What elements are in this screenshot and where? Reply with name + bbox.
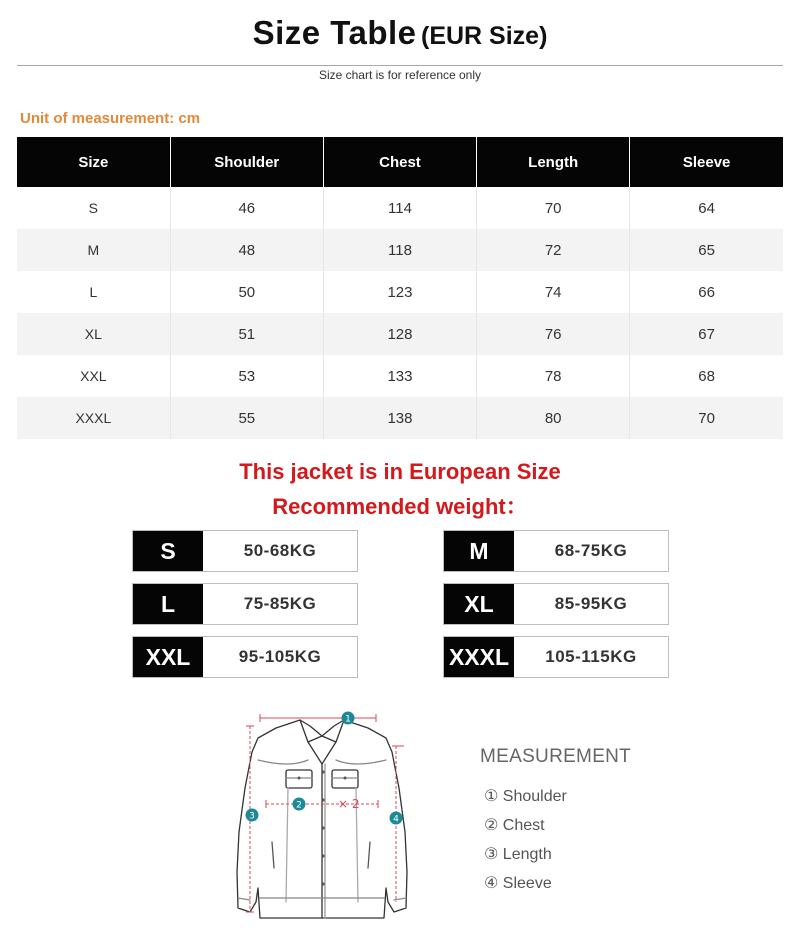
title-divider (17, 65, 783, 66)
table-cell: 53 (170, 355, 323, 397)
table-cell: L (17, 271, 170, 313)
unit-label: Unit of measurement: cm (20, 110, 201, 127)
measurement-title: MEASUREMENT (480, 746, 632, 767)
table-cell: XXL (17, 355, 170, 397)
table-cell: 80 (477, 397, 630, 439)
column-header-chest: Chest (323, 137, 476, 187)
table-row (17, 187, 783, 229)
table-cell: 68 (630, 355, 783, 397)
multiplier-label: × 2 (338, 797, 360, 811)
table-cell: S (17, 187, 170, 229)
weight-box-s (132, 530, 358, 572)
table-cell: 48 (170, 229, 323, 271)
weight-size-label: L (133, 584, 203, 624)
marker-label: 2 (296, 800, 302, 811)
table-cell: 70 (477, 187, 630, 229)
weight-range: 85-95KG (554, 594, 628, 613)
column-header-shoulder: Shoulder (170, 137, 323, 187)
weight-range: 68-75KG (554, 541, 628, 560)
title-sub: (EUR Size) (421, 22, 548, 50)
table-cell: 64 (630, 187, 783, 229)
european-size-notice: This jacket is in European Size (239, 459, 561, 484)
table-row (17, 397, 783, 439)
table-cell: 66 (630, 271, 783, 313)
table-cell: 76 (477, 313, 630, 355)
table-row (17, 355, 783, 397)
table-cell: M (17, 229, 170, 271)
table-cell: 67 (630, 313, 783, 355)
table-cell: 78 (477, 355, 630, 397)
column-header-length: Length (477, 137, 630, 187)
marker-1-icon (342, 712, 355, 725)
table-row (17, 271, 783, 313)
table-cell: 138 (323, 397, 476, 439)
table-cell: 72 (477, 229, 630, 271)
table-header-row (17, 137, 783, 187)
table-cell: 118 (323, 229, 476, 271)
measurement-item-chest: ② Chest (484, 817, 545, 834)
table-row (17, 229, 783, 271)
title-main: Size Table (252, 14, 417, 51)
table-cell: 50 (170, 271, 323, 313)
table-cell: 70 (630, 397, 783, 439)
weight-box-xl (443, 583, 669, 625)
page-title (0, 14, 800, 52)
table-cell: XXXL (17, 397, 170, 439)
weight-range: 95-105KG (238, 647, 322, 666)
recommended-weight-heading: Recommended weight： (272, 494, 528, 519)
table-cell: XL (17, 313, 170, 355)
weight-range: 105-115KG (545, 647, 637, 666)
measurement-item-sleeve: ④ Sleeve (484, 875, 552, 892)
weight-size-label: XL (444, 584, 514, 624)
table-cell: 123 (323, 271, 476, 313)
table-row (17, 313, 783, 355)
measurement-item-length: ③ Length (484, 846, 552, 863)
weight-size-label: M (444, 531, 514, 571)
table-cell: 46 (170, 187, 323, 229)
table-cell: 74 (477, 271, 630, 313)
table-cell: 128 (323, 313, 476, 355)
weight-box-xxl (132, 636, 358, 678)
table-cell: 55 (170, 397, 323, 439)
weight-range: 75-85KG (243, 594, 317, 613)
table-cell: 65 (630, 229, 783, 271)
weight-size-label: XXXL (444, 637, 514, 677)
table-cell: 114 (323, 187, 476, 229)
reference-note: Size chart is for reference only (318, 68, 482, 82)
weight-size-label: S (133, 531, 203, 571)
weight-box-xxxl (443, 636, 669, 678)
marker-4-icon (390, 812, 403, 825)
weight-box-l (132, 583, 358, 625)
weight-box-m (443, 530, 669, 572)
marker-label: 1 (345, 714, 351, 725)
measurement-item-shoulder: ① Shoulder (484, 788, 567, 805)
weight-range: 50-68KG (243, 541, 317, 560)
weight-size-label: XXL (133, 637, 203, 677)
marker-label: 4 (393, 814, 399, 825)
table-cell: 51 (170, 313, 323, 355)
column-header-sleeve: Sleeve (630, 137, 783, 187)
marker-3-icon (246, 809, 259, 822)
size-table (17, 137, 783, 439)
jacket-diagram (228, 702, 414, 928)
table-cell: 133 (323, 355, 476, 397)
marker-2-icon (293, 798, 306, 811)
column-header-size: Size (17, 137, 170, 187)
marker-label: 3 (249, 811, 255, 822)
